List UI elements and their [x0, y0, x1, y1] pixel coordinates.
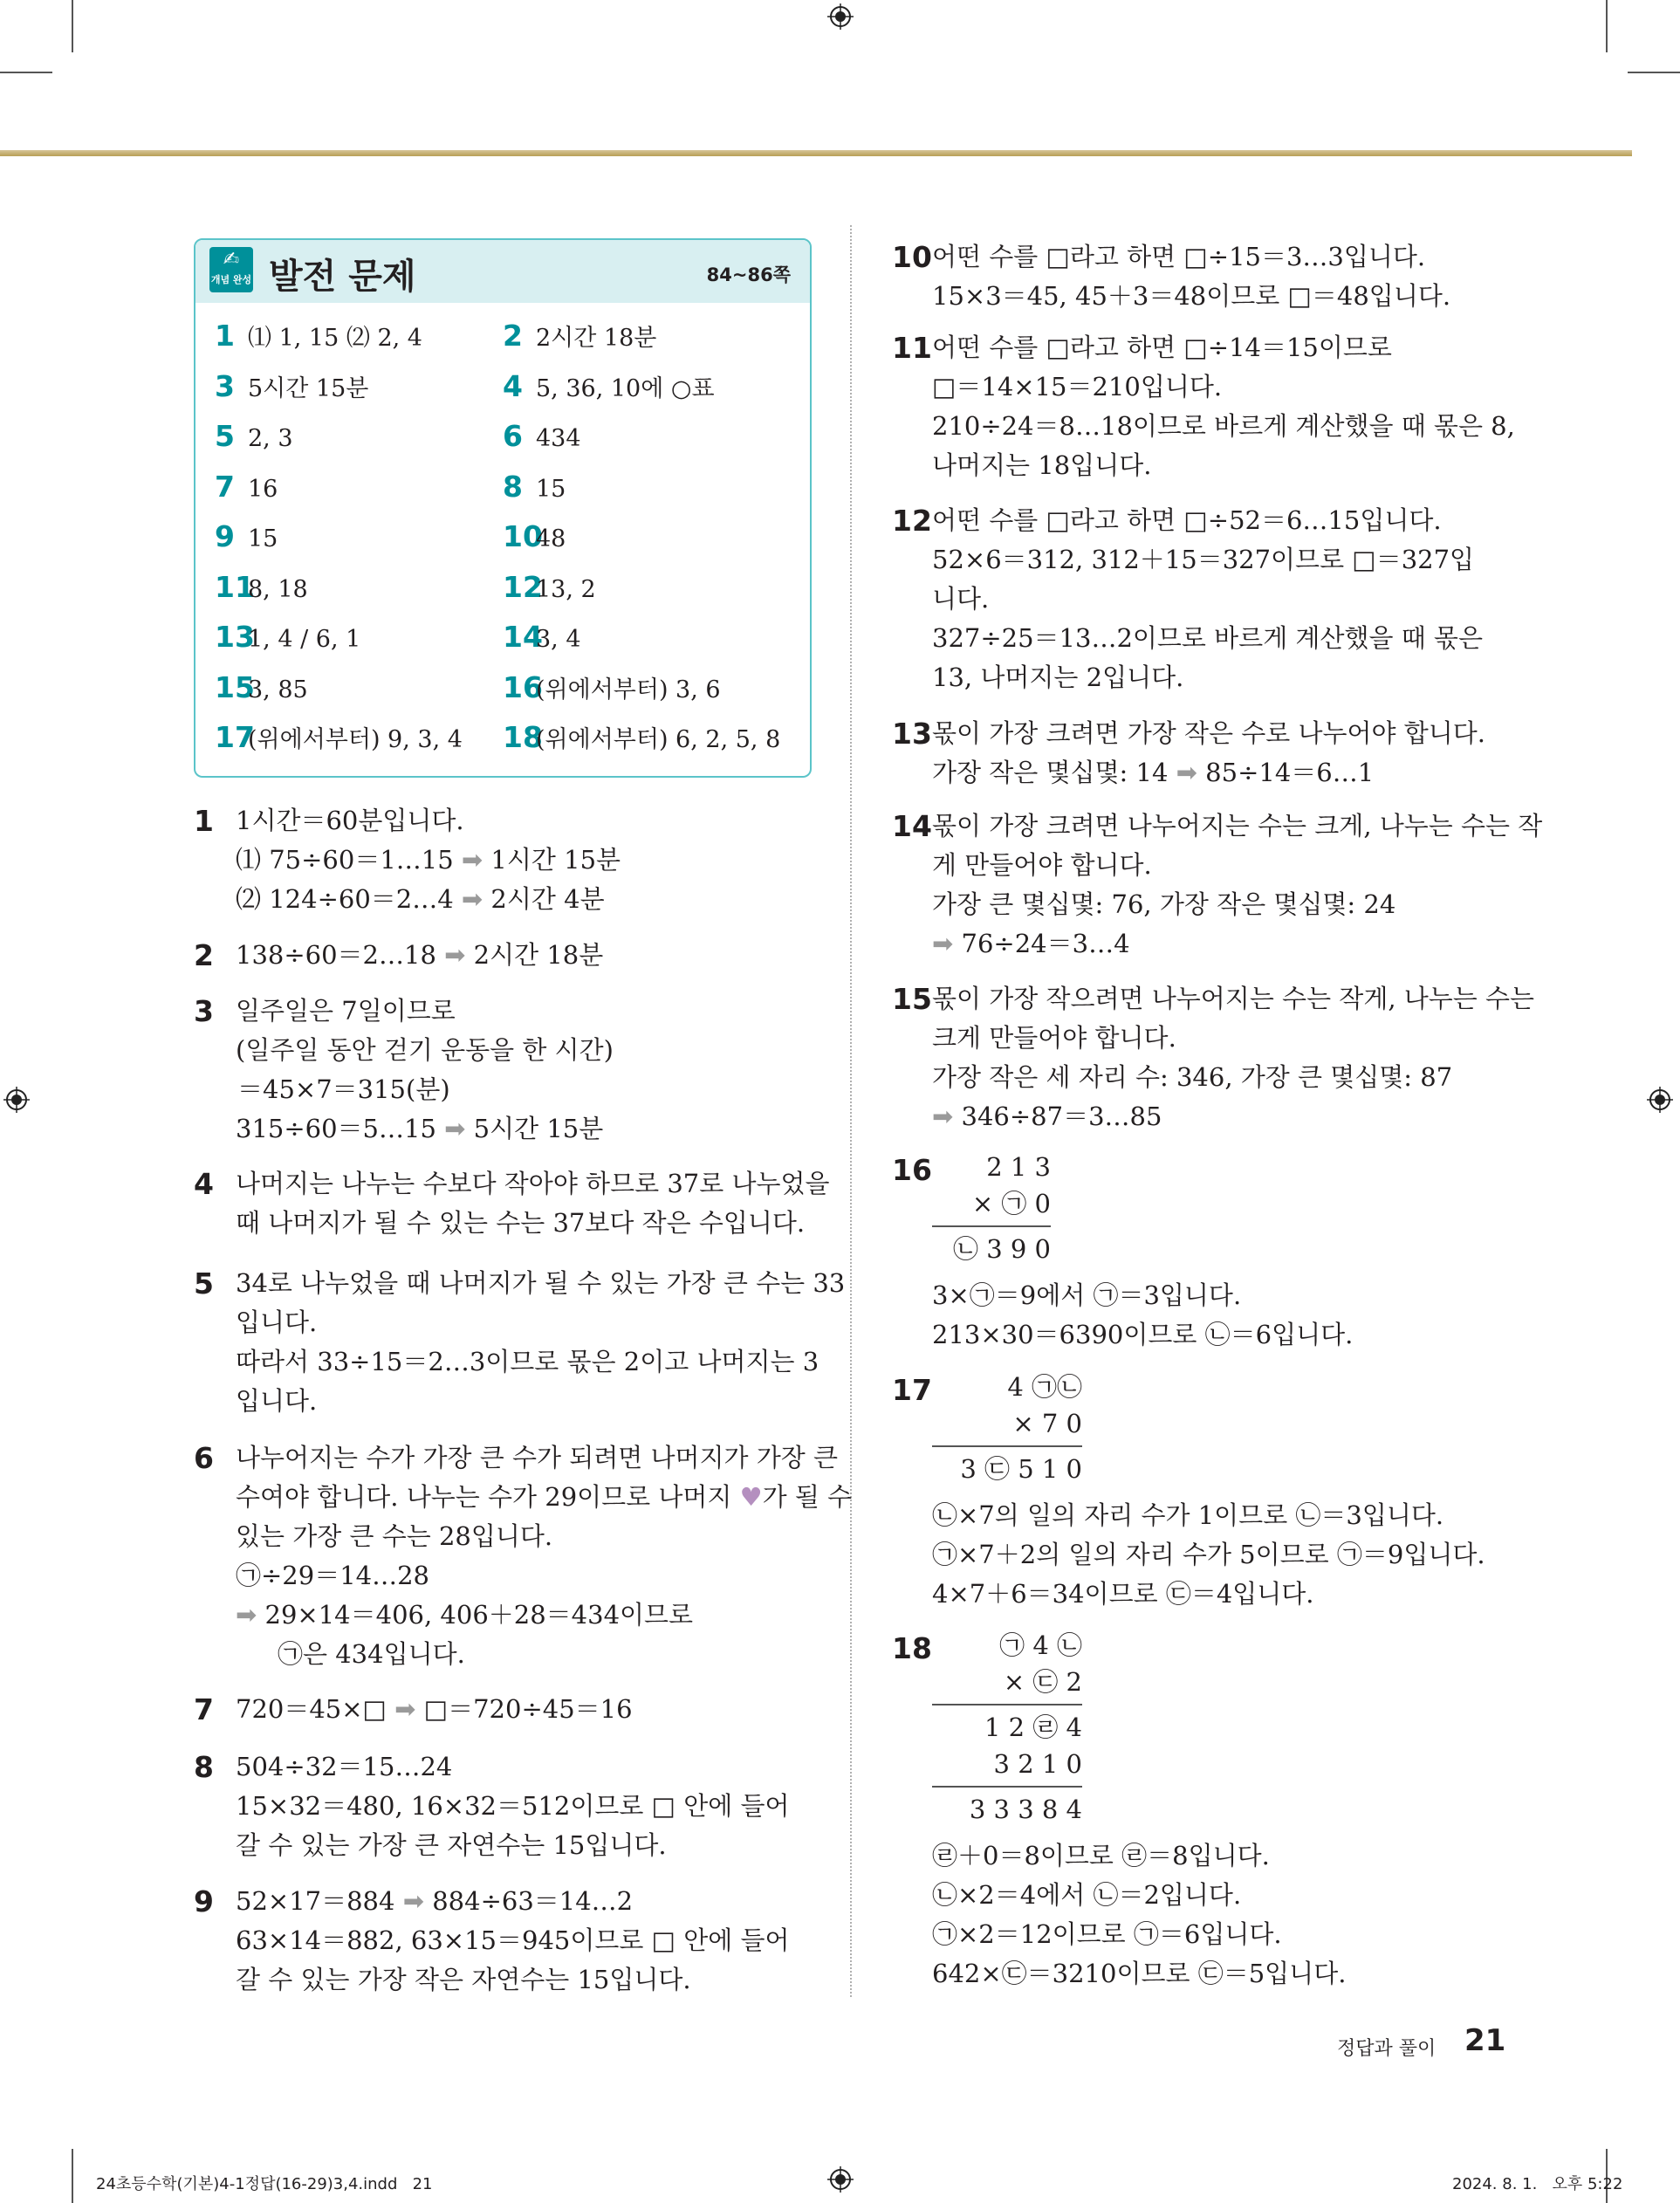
- header-gold-bar: [0, 150, 1632, 156]
- solution-line: ㉣＋0＝8이므로 ㉣＝8입니다.: [932, 1841, 1270, 1870]
- mult-row: 3 2 1 0: [993, 1749, 1082, 1779]
- solution-line: ➡ 29×14＝406, 406＋28＝434이므로: [236, 1600, 694, 1630]
- solution-number: 4: [194, 1167, 214, 1201]
- mult-rule: [932, 1225, 1051, 1227]
- mult-row: × 7 0: [1012, 1409, 1082, 1438]
- answer-item: [215, 519, 278, 553]
- arrow-icon: ➡: [1176, 758, 1197, 787]
- solution-number: 15: [892, 982, 932, 1016]
- answer-item: [215, 419, 293, 453]
- mult-row: 2 1 3: [986, 1152, 1051, 1182]
- answer-text: (위에서부터) 6, 2, 5, 8: [536, 726, 781, 753]
- solution-number: 12: [892, 504, 932, 538]
- solution-line: 315÷60＝5…15 ➡ 5시간 15분: [236, 1114, 604, 1143]
- answer-number: 12: [503, 569, 543, 604]
- answer-item: [215, 720, 463, 754]
- answer-item: [503, 670, 721, 704]
- multiplication-18: [932, 1627, 1082, 1828]
- answer-item: [503, 470, 566, 504]
- answer-text: ⑴ 1, 15 ⑵ 2, 4: [248, 325, 422, 352]
- solution-line: □＝14×15＝210입니다.: [932, 372, 1223, 401]
- answer-number: 10: [503, 519, 543, 553]
- answer-number: 6: [503, 419, 523, 453]
- answer-number: 13: [215, 620, 255, 654]
- arrow-icon: ➡: [394, 1694, 416, 1724]
- solution-line: ㉡×7의 일의 자리 수가 1이므로 ㉡＝3입니다.: [932, 1500, 1444, 1530]
- multiplication-16: [932, 1149, 1051, 1267]
- solution-line: 52×6＝312, 312＋15＝327이므로 □＝327입: [932, 545, 1475, 574]
- crop-mark: [72, 0, 73, 52]
- answer-item: [503, 369, 715, 403]
- arrow-icon: ➡: [236, 1600, 257, 1630]
- multiplication-17: [932, 1369, 1082, 1487]
- answer-number: 8: [503, 469, 523, 504]
- solution-number: 18: [892, 1631, 932, 1665]
- answer-number: 17: [215, 720, 255, 754]
- solution-line: 63×14＝882, 63×15＝945이므로 □ 안에 들어: [236, 1925, 790, 1955]
- solution-number: 16: [892, 1153, 932, 1187]
- solution-line: 따라서 33÷15＝2…3이므로 몫은 2이고 나머지는 3: [236, 1347, 819, 1376]
- solution-number: 14: [892, 809, 932, 843]
- solution-line: 504÷32＝15…24: [236, 1752, 453, 1781]
- solution-number: 5: [194, 1266, 214, 1301]
- crop-mark: [0, 72, 52, 73]
- answer-number: 7: [215, 469, 235, 504]
- crop-mark: [1606, 0, 1608, 52]
- solution-line: ➡ 346÷87＝3…85: [932, 1102, 1162, 1131]
- solution-line: 나누어지는 수가 가장 큰 수가 되려면 나머지가 가장 큰: [236, 1443, 839, 1472]
- solution-line: 210÷24＝8…18이므로 바르게 계산했을 때 몫은 8,: [932, 411, 1515, 441]
- solution-number: 2: [194, 938, 214, 972]
- mult-row: × ㉠ 0: [971, 1189, 1051, 1218]
- solution-line: ㉠×7＋2의 일의 자리 수가 5이므로 ㉠＝9입니다.: [932, 1540, 1485, 1569]
- answer-item: [215, 470, 278, 504]
- answer-item: [215, 369, 368, 403]
- solution-line: 720＝45×□ ➡ □＝720÷45＝16: [236, 1694, 633, 1724]
- solution-line: 52×17＝884 ➡ 884÷63＝14…2: [236, 1886, 634, 1916]
- solution-line: 나머지는 나누는 수보다 작아야 하므로 37로 나누었을: [236, 1169, 830, 1198]
- answer-number: 1: [215, 319, 235, 353]
- answer-number: 18: [503, 720, 543, 754]
- heart-icon: ♥: [739, 1482, 763, 1512]
- answer-text: 434: [536, 425, 581, 452]
- answer-text: 15: [536, 475, 566, 503]
- answer-item: [503, 319, 656, 353]
- solution-line: ➡ 76÷24＝3…4: [932, 929, 1130, 958]
- solution-line: 138÷60＝2…18 ➡ 2시간 18분: [236, 940, 604, 970]
- solution-line: ＝45×7＝315(분): [237, 1074, 450, 1104]
- mult-rule: [932, 1704, 1082, 1705]
- answer-number: 15: [215, 669, 255, 704]
- solution-line: 수여야 합니다. 나누는 수가 29이므로 나머지 ♥가 될 수: [236, 1482, 853, 1512]
- answer-item: [215, 570, 308, 604]
- answer-text: 1, 4 / 6, 1: [248, 626, 361, 653]
- solution-18-text: [932, 1836, 1346, 1994]
- solution-number: 6: [194, 1441, 214, 1475]
- solution-line: 15×32＝480, 16×32＝512이므로 □ 안에 들어: [236, 1791, 790, 1821]
- answer-text: 3, 4: [536, 626, 581, 653]
- answer-item: [503, 720, 780, 754]
- answer-text: 48: [536, 525, 566, 552]
- solution-line: ⑴ 75÷60＝1…15 ➡ 1시간 15분: [236, 845, 621, 875]
- answer-text: 8, 18: [248, 575, 308, 603]
- answer-number: 5: [215, 419, 235, 453]
- solution-line: 4×7＋6＝34이므로 ㉢＝4입니다.: [932, 1579, 1314, 1609]
- solution-line: 1시간＝60분입니다.: [236, 806, 464, 835]
- registration-mark-icon: [1647, 1087, 1673, 1113]
- solution-line: 입니다.: [236, 1307, 318, 1337]
- pencil-icon: ✍: [223, 249, 240, 271]
- solution-line: 게 만들어야 합니다.: [932, 850, 1152, 880]
- solution-17-text: [932, 1496, 1485, 1614]
- mult-row: ㉠ 4 ㉡: [999, 1630, 1082, 1660]
- answer-text: 3, 85: [248, 676, 308, 703]
- mult-rule: [932, 1786, 1082, 1788]
- answer-item: [215, 319, 422, 353]
- arrow-icon: ➡: [932, 1102, 954, 1131]
- solution-number: 10: [892, 240, 932, 274]
- solution-line: ㉠은 434입니다.: [278, 1639, 465, 1669]
- mult-row: × ㉢ 2: [1003, 1667, 1082, 1697]
- solution-line: 3×㉠＝9에서 ㉠＝3입니다.: [932, 1280, 1242, 1310]
- box-header: [195, 240, 810, 303]
- solution-number: 7: [194, 1692, 214, 1726]
- solution-line: 갈 수 있는 가장 작은 자연수는 15입니다.: [236, 1965, 691, 1994]
- mult-row: 3 ㉢ 5 1 0: [960, 1454, 1082, 1484]
- solution-line: 크게 만들어야 합니다.: [932, 1023, 1176, 1053]
- answer-number: 4: [503, 368, 523, 403]
- solution-line: 몫이 가장 크려면 가장 작은 수로 나누어야 합니다.: [932, 718, 1486, 748]
- arrow-icon: ➡: [932, 929, 954, 958]
- solution-line: 327÷25＝13…2이므로 바르게 계산했을 때 몫은: [932, 623, 1483, 653]
- mult-row: 4 ㉠㉡: [1007, 1372, 1082, 1402]
- solution-number: 9: [194, 1884, 214, 1918]
- page-number: 21: [1464, 2023, 1506, 2058]
- solution-line: 가장 작은 세 자리 수: 346, 가장 큰 몇십몇: 87: [932, 1062, 1453, 1092]
- solution-line: 642×㉢＝3210이므로 ㉢＝5입니다.: [932, 1959, 1347, 1988]
- registration-mark-icon: [827, 3, 854, 30]
- solution-line: 일주일은 7일이므로: [236, 996, 456, 1026]
- solution-line: (일주일 동안 걷기 운동을 한 시간): [236, 1035, 614, 1065]
- answer-item: [503, 419, 581, 453]
- badge-label: 개념 완성: [210, 274, 252, 285]
- arrow-icon: ➡: [444, 940, 466, 970]
- answer-number: 16: [503, 669, 543, 704]
- answer-text: 5시간 15분: [248, 374, 369, 402]
- concept-badge: [209, 247, 253, 292]
- solution-number: 1: [194, 804, 214, 838]
- solution-line: 가장 작은 몇십몇: 14 ➡ 85÷14＝6…1: [932, 758, 1375, 787]
- solution-line: ⑵ 124÷60＝2…4 ➡ 2시간 4분: [236, 884, 605, 914]
- solution-number: 3: [194, 994, 214, 1028]
- answer-text: 16: [248, 475, 278, 503]
- section-title: 발전 문제: [269, 257, 416, 297]
- arrow-icon: ➡: [461, 884, 483, 914]
- mult-rule: [932, 1445, 1082, 1447]
- solution-line: 34로 나누었을 때 나머지가 될 수 있는 가장 큰 수는 33: [236, 1268, 846, 1298]
- answer-number: 11: [215, 569, 255, 604]
- answer-text: 5, 36, 10에 ○표: [536, 374, 715, 402]
- solution-line: ㉡×2＝4에서 ㉡＝2입니다.: [932, 1880, 1242, 1910]
- answer-item: [503, 620, 581, 654]
- answer-summary-box: [194, 238, 812, 778]
- mult-row: 3 3 3 8 4: [969, 1795, 1082, 1824]
- answer-text: 13, 2: [536, 575, 596, 603]
- answer-number: 2: [503, 319, 523, 353]
- solution-number: 11: [892, 331, 932, 365]
- solution-line: 입니다.: [236, 1386, 318, 1416]
- solution-line: 어떤 수를 □라고 하면 □÷52＝6…15입니다.: [932, 505, 1442, 535]
- answer-number: 14: [503, 620, 543, 654]
- answer-item: [215, 670, 308, 704]
- answer-number: 3: [215, 368, 235, 403]
- solution-number: 17: [892, 1373, 932, 1407]
- mult-row: 1 2 ㉣ 4: [984, 1712, 1082, 1742]
- solution-16-text: [932, 1276, 1353, 1355]
- solution-line: 때 나머지가 될 수 있는 수는 37보다 작은 수입니다.: [236, 1208, 806, 1238]
- solution-line: 어떤 수를 □라고 하면 □÷15＝3…3입니다.: [932, 242, 1426, 271]
- solution-line: 15×3＝45, 45＋3＝48이므로 □＝48입니다.: [932, 281, 1451, 311]
- solution-line: 어떤 수를 □라고 하면 □÷14＝15이므로: [932, 333, 1392, 362]
- answer-text: (위에서부터) 3, 6: [536, 676, 721, 703]
- registration-mark-icon: [827, 2166, 854, 2193]
- answer-text: 2, 3: [248, 425, 293, 452]
- column-divider: [850, 225, 852, 1997]
- footer-section-label: 정답과 풀이: [1337, 2038, 1437, 2060]
- file-name: 24초등수학(기본)4-1정답(16-29)3,4.indd 21: [96, 2175, 433, 2193]
- solution-line: 몫이 가장 작으려면 나누어지는 수는 작게, 나누는 수는: [932, 984, 1535, 1013]
- solution-number: 13: [892, 717, 932, 751]
- answer-number: 9: [215, 519, 235, 553]
- answer-text: 15: [248, 525, 278, 552]
- solution-line: 나머지는 18입니다.: [932, 450, 1152, 480]
- answer-item: [503, 570, 596, 604]
- mult-row: ㉡ 3 9 0: [952, 1234, 1051, 1264]
- arrow-icon: ➡: [444, 1114, 466, 1143]
- solution-line: 몫이 가장 크려면 나누어지는 수는 크게, 나누는 수는 작: [932, 811, 1543, 841]
- solution-line: ㉠×2＝12이므로 ㉠＝6입니다.: [932, 1919, 1282, 1949]
- solution-line: 갈 수 있는 가장 큰 자연수는 15입니다.: [236, 1830, 667, 1860]
- solution-line: 있는 가장 큰 수는 28입니다.: [236, 1521, 553, 1551]
- page-range: 84~86쪽: [706, 264, 791, 285]
- solution-line: 가장 큰 몇십몇: 76, 가장 작은 몇십몇: 24: [932, 889, 1396, 919]
- crop-mark: [72, 2149, 73, 2203]
- solution-line: ㉠÷29＝14…28: [236, 1561, 430, 1590]
- solution-number: 8: [194, 1750, 214, 1784]
- arrow-icon: ➡: [402, 1886, 424, 1916]
- crop-mark: [1628, 72, 1680, 73]
- answer-text: 2시간 18분: [536, 325, 657, 352]
- answer-item: [215, 620, 360, 654]
- answer-text: (위에서부터) 9, 3, 4: [248, 726, 463, 753]
- arrow-icon: ➡: [461, 845, 483, 875]
- print-timestamp: 2024. 8. 1. 오후 5:22: [1452, 2175, 1623, 2193]
- answer-item: [503, 519, 566, 553]
- solution-line: 213×30＝6390이므로 ㉡＝6입니다.: [932, 1320, 1354, 1349]
- solution-line: 13, 나머지는 2입니다.: [932, 662, 1184, 692]
- solution-line: 니다.: [932, 584, 990, 614]
- registration-mark-icon: [3, 1087, 30, 1113]
